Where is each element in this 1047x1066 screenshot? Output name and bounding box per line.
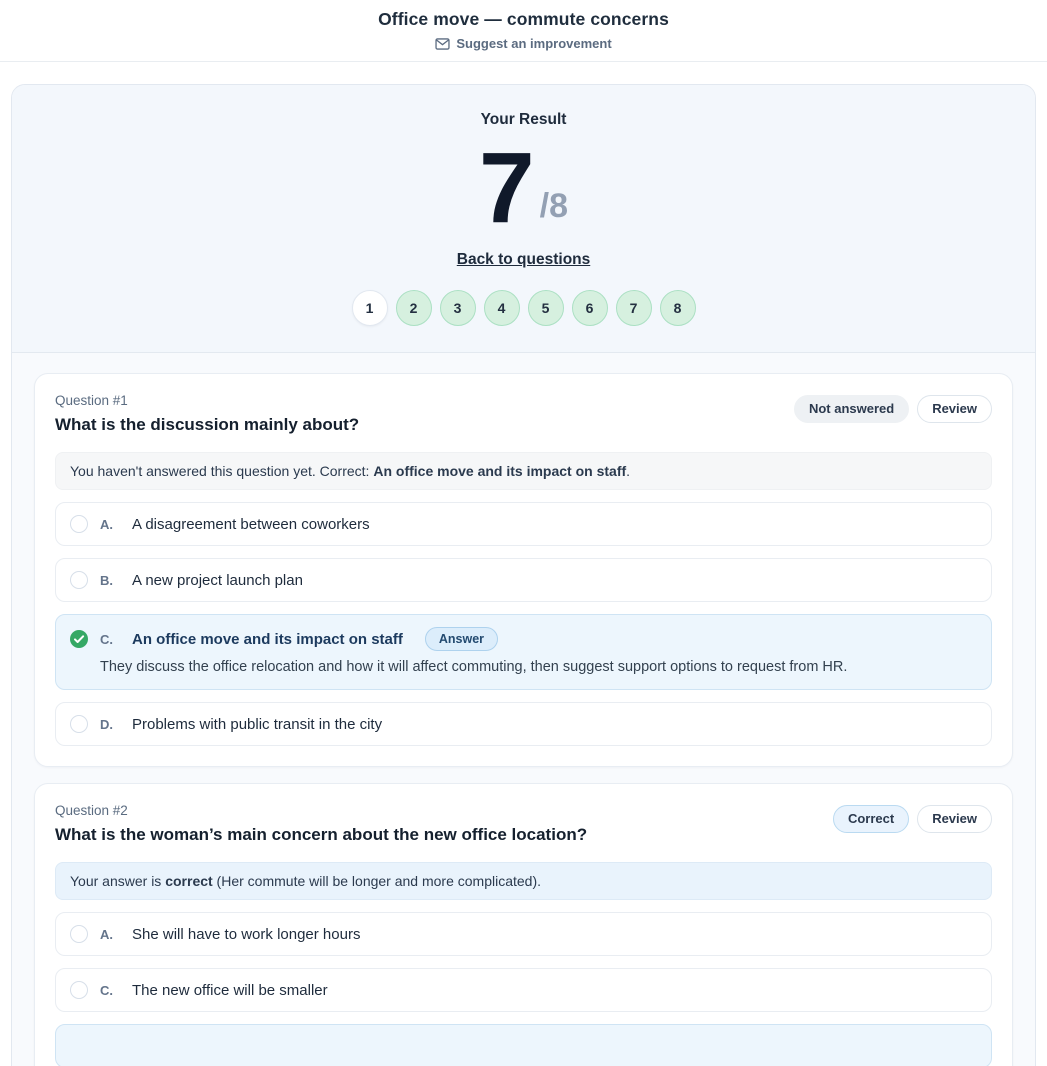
question-number: Question #1 <box>55 393 128 408</box>
result-message-bold: correct <box>165 873 213 889</box>
option-letter: B. <box>100 572 113 588</box>
question-nav-circle[interactable]: 1 <box>352 290 388 326</box>
option-text: A new project launch plan <box>132 571 303 589</box>
question-nav-circle[interactable]: 2 <box>396 290 432 326</box>
option-explanation: They discuss the office relocation and how it will affect commuting, then suggest support options to request from HR. <box>100 659 848 675</box>
result-heading: Your Result <box>480 111 567 128</box>
score-total: /8 <box>539 187 568 225</box>
answer-badge: Answer <box>425 627 498 651</box>
review-button[interactable]: Review <box>917 395 992 423</box>
result-message-prefix: Your answer is <box>70 873 166 889</box>
answer-option-row <box>70 571 977 589</box>
question-badges <box>833 805 992 833</box>
result-message <box>55 862 992 900</box>
answer-option[interactable] <box>55 968 992 1012</box>
results-panel <box>11 84 1036 1066</box>
question-header-left <box>55 393 359 435</box>
question-nav-circle[interactable]: 5 <box>528 290 564 326</box>
back-to-questions-link[interactable]: Back to questions <box>456 251 591 268</box>
mail-icon <box>435 38 450 50</box>
suggest-improvement-label: Suggest an improvement <box>456 36 612 51</box>
question-card <box>34 783 1013 1066</box>
radio-circle-icon <box>70 925 88 943</box>
question-nav-circle[interactable]: 3 <box>440 290 476 326</box>
option-letter: A. <box>100 516 113 532</box>
answer-option-row <box>70 515 977 533</box>
option-text: She will have to work longer hours <box>132 925 361 943</box>
result-message-bold: An office move and its impact on staff <box>373 463 627 479</box>
check-icon <box>70 630 88 648</box>
question-header-left <box>55 803 587 845</box>
question-nav-circle[interactable]: 8 <box>660 290 696 326</box>
score <box>12 131 1035 244</box>
question-nav-circle[interactable]: 4 <box>484 290 520 326</box>
result-message-suffix: . <box>626 463 631 479</box>
question-nav-circle[interactable]: 7 <box>616 290 652 326</box>
option-text: Problems with public transit in the city <box>132 715 383 733</box>
question-title: What is the woman’s main concern about the new office location? <box>55 825 588 844</box>
radio-circle-icon <box>70 981 88 999</box>
status-badge: Not answered <box>794 395 909 423</box>
suggest-improvement-link[interactable] <box>435 36 611 51</box>
result-message-suffix: (Her commute will be longer and more complicated). <box>212 873 542 889</box>
question-title: What is the discussion mainly about? <box>55 415 360 434</box>
question-header <box>55 803 992 845</box>
answer-option[interactable] <box>55 502 992 546</box>
option-letter: D. <box>100 716 113 732</box>
answer-option[interactable] <box>55 912 992 956</box>
question-nav <box>12 290 1035 326</box>
option-letter: C. <box>100 982 113 998</box>
question-number: Question #2 <box>55 803 128 818</box>
question-badges <box>794 395 992 423</box>
radio-circle-icon <box>70 515 88 533</box>
answer-option[interactable] <box>55 702 992 746</box>
status-badge: Correct <box>833 805 909 833</box>
radio-circle-icon <box>70 571 88 589</box>
question-card <box>34 373 1013 767</box>
answer-option-row <box>70 627 977 651</box>
radio-circle-icon <box>70 715 88 733</box>
result-message-prefix: You haven't answered this question yet. Correct: <box>70 463 374 479</box>
score-value: 7 <box>479 132 535 244</box>
questions-list <box>12 353 1035 1066</box>
page-title: Office move — commute concerns <box>378 9 669 29</box>
answer-option[interactable] <box>55 558 992 602</box>
option-letter: A. <box>100 926 113 942</box>
answer-option[interactable] <box>55 1024 992 1066</box>
question-nav-circle[interactable]: 6 <box>572 290 608 326</box>
option-letter: C. <box>100 631 113 647</box>
option-text: The new office will be smaller <box>132 981 328 999</box>
result-hero <box>12 85 1035 353</box>
answer-option-row <box>70 925 977 943</box>
review-button[interactable]: Review <box>917 805 992 833</box>
result-message <box>55 452 992 490</box>
app-header <box>0 0 1047 62</box>
answer-option[interactable] <box>55 614 992 690</box>
option-text: A disagreement between coworkers <box>132 515 370 533</box>
option-text: An office move and its impact on staff <box>132 630 403 648</box>
answer-option-row <box>70 715 977 733</box>
question-header <box>55 393 992 435</box>
answer-option-row <box>70 981 977 999</box>
